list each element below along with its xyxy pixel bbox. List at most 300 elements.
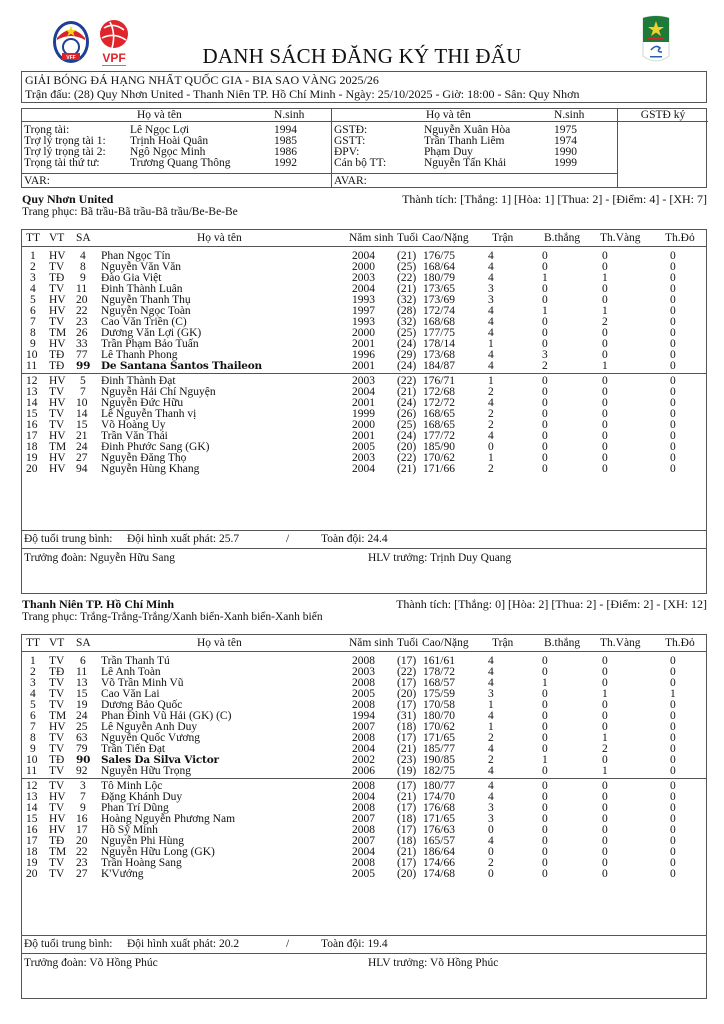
cell-hw: 173/68 (423, 349, 455, 361)
cell-red: 0 (670, 408, 676, 420)
cell-tt: 7 (30, 316, 36, 328)
cell-yellow: 0 (602, 430, 608, 442)
cell-goals: 0 (542, 397, 548, 409)
cell-name: Nguyễn Hữu Long (GK) (101, 846, 215, 858)
cell-tt: 17 (26, 835, 38, 847)
cell-birth: 2003 (352, 375, 375, 387)
cell-sa: 24 (76, 441, 88, 453)
cell-matches: 4 (488, 316, 494, 328)
cell-name: Nguyễn Hải Chí Nguyện (101, 386, 216, 398)
cell-name: Đinh Phước Sang (GK) (101, 441, 210, 453)
cell-yellow: 0 (602, 655, 608, 667)
cell-red: 0 (670, 710, 676, 722)
cell-sa: 16 (76, 813, 88, 825)
cell-red: 0 (670, 463, 676, 475)
cell-sa: 27 (76, 868, 88, 880)
cell-hw: 177/75 (423, 327, 455, 339)
official-row: GSTĐ: Nguyễn Xuân Hòa 1975 (334, 124, 577, 136)
column-header-red: Th.Đỏ (665, 232, 695, 244)
cell-sa: 10 (76, 397, 88, 409)
cell-yellow: 1 (602, 305, 608, 317)
cell-tt: 2 (30, 261, 36, 273)
cell-birth: 2008 (352, 677, 375, 689)
cell-vt: HV (49, 397, 66, 409)
cell-vt: TV (49, 765, 65, 777)
column-header-name: Họ và tên (197, 232, 242, 244)
cell-matches: 4 (488, 327, 494, 339)
cell-birth: 2000 (352, 261, 375, 273)
cell-yellow: 0 (602, 386, 608, 398)
cell-vt: HV (49, 294, 66, 306)
cell-red: 0 (670, 666, 676, 678)
cell-age: (23) (397, 754, 417, 766)
column-header-vt: VT (49, 232, 65, 244)
cell-name: De Santana Santos Thaileon (101, 360, 262, 372)
cell-age: (28) (397, 305, 417, 317)
cell-vt: TV (49, 316, 65, 328)
cell-matches: 4 (488, 360, 494, 372)
cell-vt: TM (49, 441, 67, 453)
cell-yellow: 0 (602, 666, 608, 678)
official-row: Trọng tài thứ tư: Trương Quang Thông 1992 (24, 157, 297, 169)
cell-goals: 0 (542, 419, 548, 431)
cell-birth: 2004 (352, 386, 375, 398)
cell-goals: 0 (542, 338, 548, 350)
cell-goals: 0 (542, 688, 548, 700)
officials-header-right: Họ và tên N.sinh (332, 109, 617, 122)
cell-sa: 8 (80, 261, 86, 273)
cell-age: (24) (397, 397, 417, 409)
cell-age: (17) (397, 699, 417, 711)
cell-hw: 185/90 (423, 441, 455, 453)
cell-matches: 2 (488, 754, 494, 766)
match-info-box (21, 71, 707, 103)
cell-name: Trần Tiến Đạt (101, 743, 166, 755)
cell-yellow: 0 (602, 710, 608, 722)
cell-goals: 0 (542, 655, 548, 667)
cell-yellow: 0 (602, 261, 608, 273)
column-header-goals: B.thắng (544, 637, 581, 649)
cell-birth: 2003 (352, 452, 375, 464)
cell-birth: 2001 (352, 338, 375, 350)
cell-hw: 176/71 (423, 375, 455, 387)
cell-goals: 0 (542, 765, 548, 777)
cell-age: (17) (397, 677, 417, 689)
starting-lineup-average: Đội hình xuất phát: 25.7 (127, 533, 240, 545)
cell-name: Lê Anh Toàn (101, 666, 161, 678)
cell-matches: 0 (488, 441, 494, 453)
cell-goals: 3 (542, 349, 548, 361)
cell-tt: 13 (26, 386, 38, 398)
cell-red: 0 (670, 835, 676, 847)
cell-tt: 6 (30, 305, 36, 317)
cell-tt: 15 (26, 408, 38, 420)
cell-goals: 0 (542, 316, 548, 328)
cell-name: Dương Văn Lợi (GK) (101, 327, 202, 339)
cell-red: 0 (670, 305, 676, 317)
substitutes-divider (22, 778, 706, 779)
cell-goals: 0 (542, 327, 548, 339)
cell-name: Đào Gia Việt (101, 272, 162, 284)
cell-matches: 4 (488, 250, 494, 262)
cell-name: Trần Văn Thái (101, 430, 168, 442)
cell-tt: 9 (30, 743, 36, 755)
cell-red: 0 (670, 397, 676, 409)
cell-red: 0 (670, 430, 676, 442)
cell-yellow: 0 (602, 780, 608, 792)
cell-red: 0 (670, 338, 676, 350)
cell-goals: 1 (542, 754, 548, 766)
cell-yellow: 1 (602, 688, 608, 700)
cell-yellow: 0 (602, 813, 608, 825)
cell-tt: 18 (26, 441, 38, 453)
column-header-hw: Cao/Nặng (422, 637, 469, 649)
league-name: GIẢI BÓNG ĐÁ HẠNG NHẤT QUỐC GIA - BIA SAO VÀNG 2025/26 (25, 73, 379, 87)
cell-red: 0 (670, 677, 676, 689)
cell-birth: 2007 (352, 813, 375, 825)
cell-name: Phan Ngọc Tín (101, 250, 171, 262)
cell-tt: 1 (30, 250, 36, 262)
header-birth: N.sinh (274, 109, 305, 121)
cell-name: Dương Bảo Quốc (101, 699, 183, 711)
match-details: Trận đấu: (28) Quy Nhơn United - Thanh Niên TP. Hồ Chí Minh - Ngày: 25/10/2025 - Giờ: 18:00 - Sân: Quy Nhơn (25, 87, 580, 101)
cell-tt: 10 (26, 754, 38, 766)
cell-age: (20) (397, 868, 417, 880)
cell-matches: 2 (488, 857, 494, 869)
cell-goals: 0 (542, 430, 548, 442)
cell-age: (26) (397, 408, 417, 420)
starting-lineup-average: Đội hình xuất phát: 20.2 (127, 938, 240, 950)
cell-matches: 1 (488, 338, 494, 350)
cell-matches: 3 (488, 813, 494, 825)
cell-sa: 15 (76, 419, 88, 431)
cell-tt: 16 (26, 419, 38, 431)
cell-matches: 4 (488, 791, 494, 803)
cell-red: 0 (670, 349, 676, 361)
cell-matches: 3 (488, 283, 494, 295)
cell-sa: 94 (76, 463, 88, 475)
cell-sa: 5 (80, 375, 86, 387)
cell-yellow: 0 (602, 419, 608, 431)
cell-goals: 0 (542, 824, 548, 836)
cell-hw: 172/68 (423, 386, 455, 398)
cell-red: 0 (670, 327, 676, 339)
cell-birth: 2000 (352, 327, 375, 339)
cell-vt: TĐ (49, 360, 65, 372)
cell-tt: 20 (26, 463, 38, 475)
cell-red: 0 (670, 824, 676, 836)
cell-goals: 0 (542, 699, 548, 711)
official-row: Trọng tài: Lê Ngọc Lợi 1994 (24, 124, 297, 136)
cell-goals: 0 (542, 375, 548, 387)
cell-tt: 4 (30, 688, 36, 700)
team-name: Thanh Niên TP. Hồ Chí Minh (22, 597, 175, 611)
cell-age: (21) (397, 250, 417, 262)
column-header-age: Tuổi (397, 637, 419, 649)
cell-birth: 2008 (352, 857, 375, 869)
cell-goals: 0 (542, 408, 548, 420)
cell-yellow: 0 (602, 463, 608, 475)
cell-name: Hồ Sỹ Minh (101, 824, 158, 836)
cell-red: 0 (670, 765, 676, 777)
cell-age: (22) (397, 375, 417, 387)
cell-hw: 168/57 (423, 677, 455, 689)
cell-goals: 0 (542, 721, 548, 733)
average-age-row (22, 530, 706, 548)
cell-hw: 186/64 (423, 846, 455, 858)
cell-sa: 4 (80, 250, 86, 262)
cell-age: (18) (397, 813, 417, 825)
cell-sa: 33 (76, 338, 88, 350)
cell-age: (32) (397, 294, 417, 306)
cell-tt: 20 (26, 868, 38, 880)
cell-tt: 6 (30, 710, 36, 722)
cell-age: (24) (397, 338, 417, 350)
average-age-label: Độ tuổi trung bình: (24, 938, 113, 950)
cell-name: Võ Trần Minh Vũ (101, 677, 184, 689)
column-header-sa: SA (76, 232, 91, 244)
cell-red: 0 (670, 721, 676, 733)
cell-hw: 171/65 (423, 813, 455, 825)
cell-goals: 0 (542, 732, 548, 744)
cell-name: Nguyễn Hùng Khang (101, 463, 200, 475)
cell-matches: 4 (488, 666, 494, 678)
cell-goals: 0 (542, 710, 548, 722)
column-header-birth: Năm sinh (349, 637, 394, 649)
cell-yellow: 0 (602, 349, 608, 361)
cell-vt: TĐ (49, 754, 65, 766)
avar-field: AVAR: (332, 173, 617, 189)
cell-tt: 13 (26, 791, 38, 803)
cell-vt: TV (49, 802, 65, 814)
cell-birth: 2007 (352, 835, 375, 847)
cell-goals: 1 (542, 305, 548, 317)
cell-tt: 8 (30, 732, 36, 744)
cell-matches: 4 (488, 765, 494, 777)
cell-birth: 2004 (352, 791, 375, 803)
cell-birth: 1997 (352, 305, 375, 317)
cell-red: 0 (670, 261, 676, 273)
cell-sa: 27 (76, 452, 88, 464)
cell-birth: 2000 (352, 419, 375, 431)
cell-birth: 2008 (352, 732, 375, 744)
cell-age: (21) (397, 283, 417, 295)
cell-matches: 2 (488, 463, 494, 475)
column-header-tt: TT (26, 637, 41, 649)
cell-yellow: 0 (602, 327, 608, 339)
cell-yellow: 0 (602, 835, 608, 847)
cell-sa: 79 (76, 743, 88, 755)
cell-name: Nguyễn Phi Hùng (101, 835, 185, 847)
cell-birth: 2008 (352, 780, 375, 792)
team-manager: Trưởng đoàn: Nguyễn Hữu Sang (24, 552, 176, 564)
cell-name: Nguyễn Đức Hữu (101, 397, 184, 409)
player-row (22, 766, 706, 777)
cell-vt: TV (49, 743, 65, 755)
cell-name: Nguyễn Quốc Vương (101, 732, 200, 744)
cell-yellow: 0 (602, 857, 608, 869)
cell-hw: 168/64 (423, 261, 455, 273)
cell-age: (22) (397, 666, 417, 678)
team-kit: Trang phục: Trắng-Trắng-Trắng/Xanh biển-Xanh biển-Xanh biển (22, 611, 323, 623)
cell-age: (22) (397, 452, 417, 464)
svg-text:VFF: VFF (66, 55, 76, 61)
cell-red: 0 (670, 441, 676, 453)
cell-tt: 11 (26, 765, 38, 777)
cell-sa: 9 (80, 802, 86, 814)
cell-name: Cao Văn Lai (101, 688, 160, 700)
column-header-sa: SA (76, 637, 91, 649)
team-manager: Trưởng đoàn: Võ Hồng Phúc (24, 957, 158, 969)
cell-name: Lê Nguyễn Anh Duy (101, 721, 198, 733)
cell-vt: TV (49, 283, 65, 295)
team-record: Thành tích: [Thắng: 1] [Hòa: 1] [Thua: 2] - [Điểm: 4] - [XH: 7] (402, 192, 707, 206)
cell-sa: 19 (76, 699, 88, 711)
cell-name: Nguyễn Thanh Thụ (101, 294, 191, 306)
cell-sa: 20 (76, 294, 88, 306)
average-separator: / (286, 533, 290, 545)
cell-tt: 4 (30, 283, 36, 295)
cell-name: Hoàng Nguyễn Phương Nam (101, 813, 236, 825)
cell-sa: 23 (76, 316, 88, 328)
cell-vt: HV (49, 305, 66, 317)
cell-goals: 0 (542, 452, 548, 464)
cell-yellow: 0 (602, 754, 608, 766)
cell-red: 0 (670, 732, 676, 744)
cell-goals: 0 (542, 250, 548, 262)
column-header-age: Tuổi (397, 232, 419, 244)
cell-matches: 1 (488, 699, 494, 711)
column-header-goals: B.thắng (544, 232, 581, 244)
cell-age: (17) (397, 857, 417, 869)
cell-matches: 0 (488, 868, 494, 880)
cell-vt: TĐ (49, 666, 65, 678)
cell-vt: HV (49, 250, 66, 262)
cell-vt: HV (49, 452, 66, 464)
cell-birth: 2005 (352, 868, 375, 880)
cell-goals: 0 (542, 857, 548, 869)
cell-yellow: 0 (602, 824, 608, 836)
cell-hw: 168/68 (423, 316, 455, 328)
cell-name: Phan Trí Dũng (101, 802, 169, 814)
cell-matches: 4 (488, 430, 494, 442)
cell-red: 0 (670, 791, 676, 803)
cell-matches: 3 (488, 688, 494, 700)
cell-birth: 2003 (352, 666, 375, 678)
cell-matches: 4 (488, 655, 494, 667)
column-header-matches: Trận (492, 232, 514, 244)
cell-matches: 4 (488, 835, 494, 847)
cell-goals: 0 (542, 294, 548, 306)
cell-tt: 19 (26, 857, 38, 869)
cell-name: Lê Nguyễn Thanh vị (101, 408, 197, 420)
cell-vt: TV (49, 419, 65, 431)
cell-vt: TĐ (49, 349, 65, 361)
cell-age: (21) (397, 386, 417, 398)
cell-age: (21) (397, 846, 417, 858)
cell-tt: 10 (26, 349, 38, 361)
cell-vt: HV (49, 338, 66, 350)
cell-yellow: 1 (602, 732, 608, 744)
cell-age: (17) (397, 802, 417, 814)
cell-red: 0 (670, 813, 676, 825)
cell-name: Nguyễn Văn Văn (101, 261, 182, 273)
roster-header (22, 635, 706, 652)
cell-tt: 3 (30, 272, 36, 284)
cell-age: (29) (397, 349, 417, 361)
cell-yellow: 0 (602, 408, 608, 420)
cell-sa: 22 (76, 846, 88, 858)
cell-birth: 2003 (352, 272, 375, 284)
cell-matches: 0 (488, 846, 494, 858)
cell-birth: 2001 (352, 397, 375, 409)
cell-vt: TV (49, 408, 65, 420)
cell-goals: 0 (542, 802, 548, 814)
cell-sa: 6 (80, 655, 86, 667)
cell-red: 0 (670, 452, 676, 464)
cell-vt: TV (49, 699, 65, 711)
cell-tt: 14 (26, 397, 38, 409)
cell-matches: 4 (488, 710, 494, 722)
var-field: VAR: (22, 173, 331, 189)
officials-table (21, 108, 707, 188)
cell-age: (31) (397, 710, 417, 722)
cell-tt: 3 (30, 677, 36, 689)
cell-birth: 1993 (352, 294, 375, 306)
cell-matches: 1 (488, 721, 494, 733)
cell-vt: TM (49, 846, 67, 858)
cell-sa: 13 (76, 677, 88, 689)
cell-goals: 0 (542, 813, 548, 825)
cell-yellow: 1 (602, 360, 608, 372)
cell-sa: 14 (76, 408, 88, 420)
cell-vt: TV (49, 688, 65, 700)
cell-red: 0 (670, 802, 676, 814)
head-coach: HLV trưởng: Trịnh Duy Quang (368, 552, 512, 564)
header-name: Họ và tên (137, 109, 182, 121)
cell-tt: 12 (26, 375, 38, 387)
cell-sa: 22 (76, 305, 88, 317)
cell-hw: 190/85 (423, 754, 455, 766)
cell-vt: TM (49, 327, 67, 339)
average-age-label: Độ tuổi trung bình: (24, 533, 113, 545)
cell-birth: 2001 (352, 360, 375, 372)
cell-vt: TV (49, 732, 65, 744)
cell-birth: 2001 (352, 430, 375, 442)
cell-red: 0 (670, 846, 676, 858)
cell-age: (20) (397, 688, 417, 700)
page-title: DANH SÁCH ĐĂNG KÝ THI ĐẤU (202, 44, 522, 68)
cell-vt: TM (49, 710, 67, 722)
cell-birth: 1999 (352, 408, 375, 420)
player-row (22, 869, 706, 880)
cell-red: 0 (670, 655, 676, 667)
cell-red: 0 (670, 360, 676, 372)
cell-birth: 2004 (352, 463, 375, 475)
cell-red: 0 (670, 743, 676, 755)
cell-sa: 20 (76, 835, 88, 847)
cell-matches: 2 (488, 386, 494, 398)
cell-goals: 0 (542, 386, 548, 398)
average-separator: / (286, 938, 290, 950)
cell-sa: 63 (76, 732, 88, 744)
cell-age: (17) (397, 824, 417, 836)
cell-yellow: 0 (602, 338, 608, 350)
cell-goals: 1 (542, 677, 548, 689)
official-row: Trợ lý trọng tài 2: Ngô Ngọc Minh 1986 (24, 146, 297, 158)
cell-red: 0 (670, 699, 676, 711)
cell-red: 0 (670, 272, 676, 284)
